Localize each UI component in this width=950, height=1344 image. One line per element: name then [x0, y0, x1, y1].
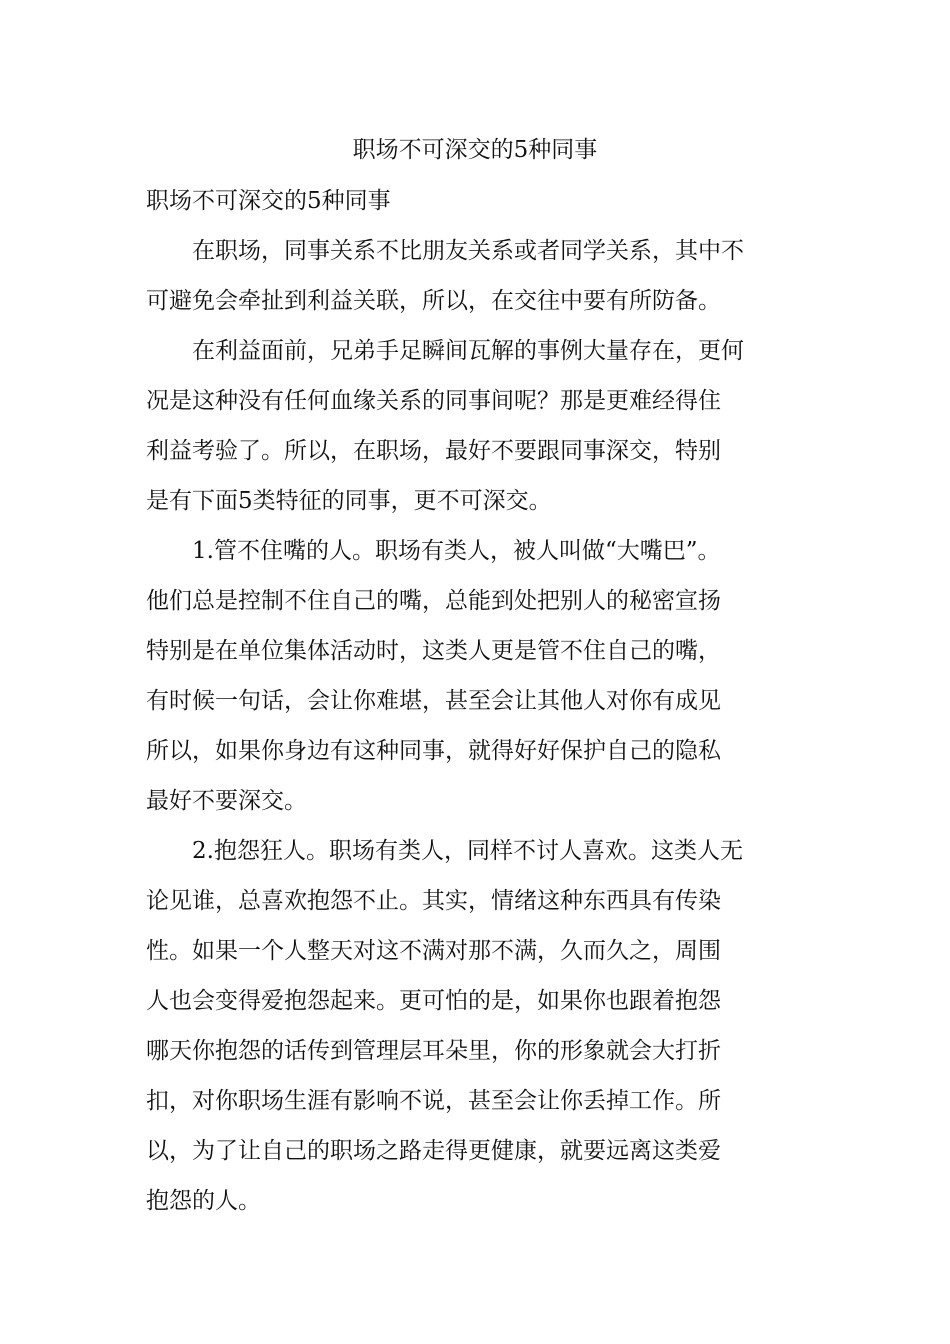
text-line: 哪天你抱怨的话传到管理层耳朵里，你的形象就会大打折 — [146, 1038, 721, 1064]
text-line: 在职场，同事关系不比朋友关系或者同学关系，其中不 — [146, 238, 744, 264]
text-line: 利益考验了。所以，在职场，最好不要跟同事深交，特别 — [146, 438, 721, 464]
text-line: 在利益面前，兄弟手足瞬间瓦解的事例大量存在，更何 — [146, 338, 744, 364]
text-line: 所以，如果你身边有这种同事，就得好好保护自己的隐私 — [146, 738, 721, 764]
text-line: 最好不要深交。 — [146, 788, 307, 814]
text-line: 以，为了让自己的职场之路走得更健康，就要远离这类爱 — [146, 1138, 721, 1164]
text-line: 人也会变得爱抱怨起来。更可怕的是，如果你也跟着抱怨 — [146, 988, 721, 1014]
text-line: 性。如果一个人整天对这不满对那不满，久而久之，周围 — [146, 938, 721, 964]
text-line: 是有下面5类特征的同事，更不可深交。 — [146, 488, 552, 514]
text-line: 可避免会牵扯到利益关联，所以，在交往中要有所防备。 — [146, 288, 721, 314]
text-line: 扣，对你职场生涯有影响不说，甚至会让你丢掉工作。所 — [146, 1088, 721, 1114]
text-line: 他们总是控制不住自己的嘴，总能到处把别人的秘密宣扬 — [146, 588, 721, 614]
document-title: 职场不可深交的5种同事 — [352, 137, 598, 163]
text-line: 论见谁，总喜欢抱怨不止。其实，情绪这种东西具有传染 — [146, 888, 721, 914]
text-line: 抱怨的人。 — [146, 1188, 261, 1214]
text-line: 况是这种没有任何血缘关系的同事间呢？那是更难经得住 — [146, 388, 721, 414]
text-line: 1.管不住嘴的人。职场有类人，被人叫做“大嘴巴”。 — [146, 538, 721, 564]
text-line: 有时候一句话，会让你难堪，甚至会让其他人对你有成见 — [146, 688, 721, 714]
text-line: 2.抱怨狂人。职场有类人，同样不讨人喜欢。这类人无 — [146, 838, 743, 864]
subtitle-line: 职场不可深交的5种同事 — [146, 188, 391, 214]
text-line: 特别是在单位集体活动时，这类人更是管不住自己的嘴， — [146, 638, 721, 664]
